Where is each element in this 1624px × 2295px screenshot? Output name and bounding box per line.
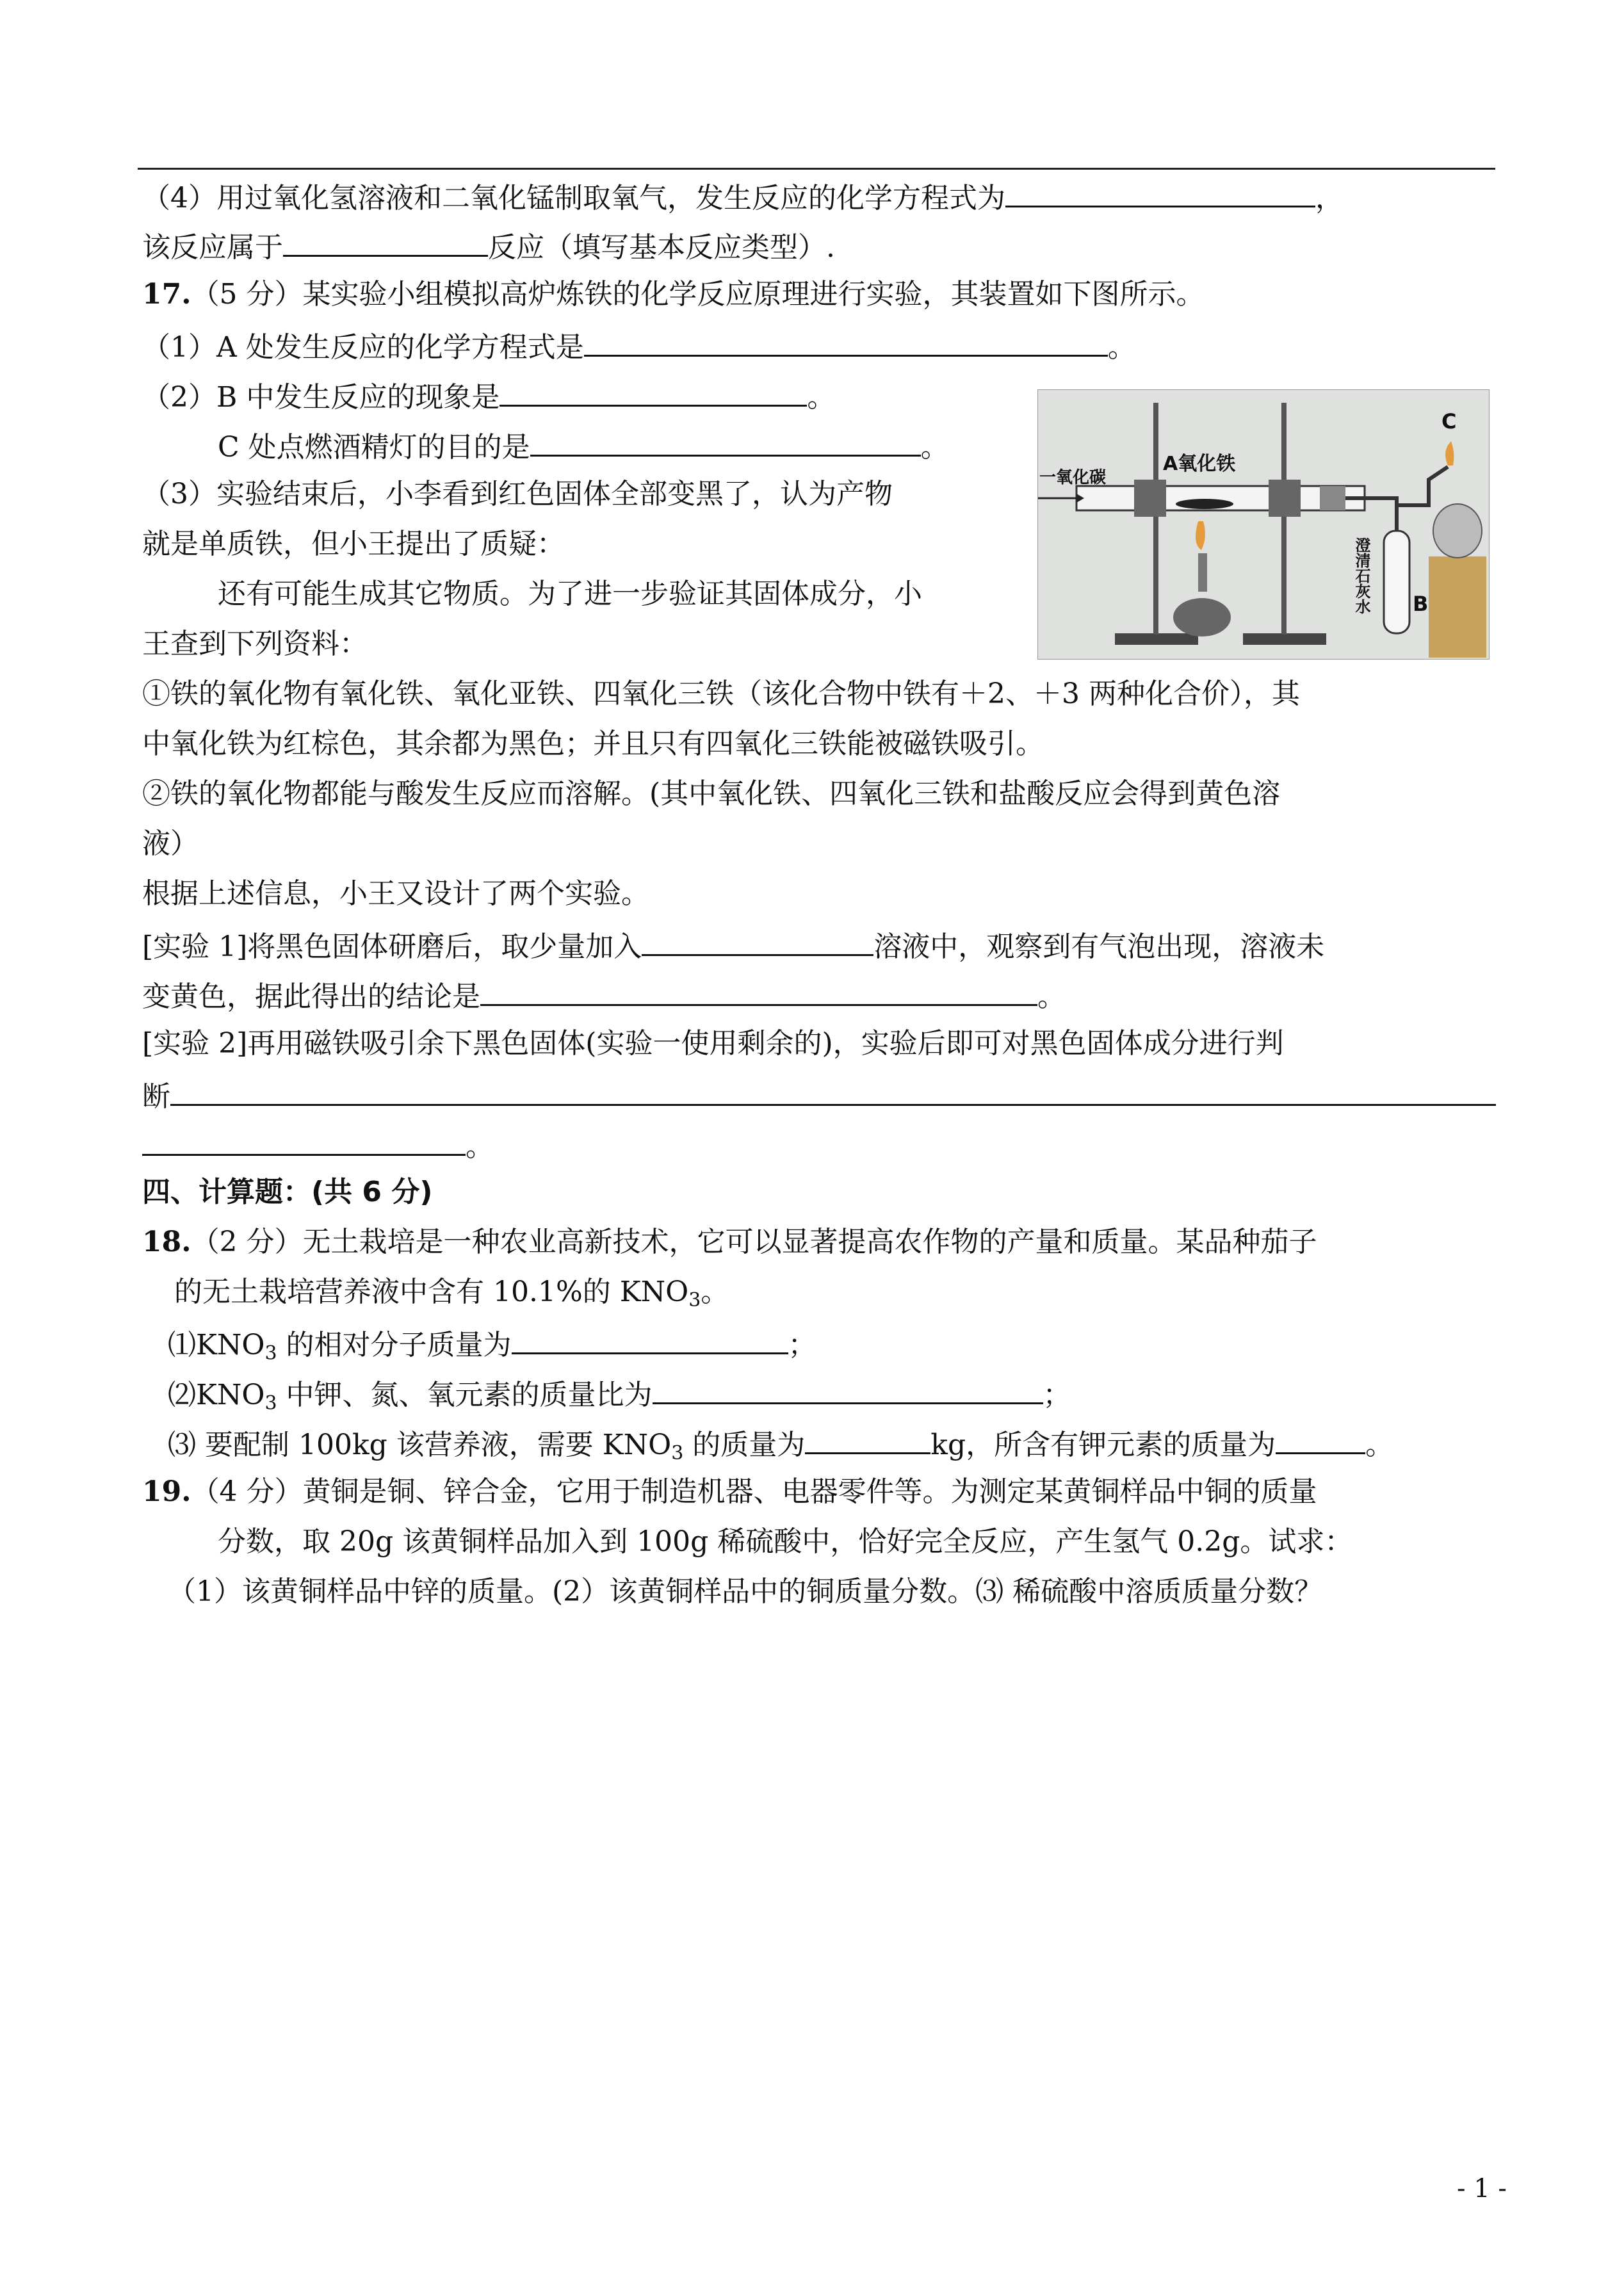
label-c: C (1441, 409, 1457, 434)
q17-design: 根据上述信息，小王又设计了两个实验。 (142, 877, 649, 910)
limewater-label: 澄清石灰水 (1352, 537, 1370, 614)
q18-line2: 的无土栽培营养液中含有 10.1%的 $KNO_3$。 (174, 1276, 729, 1311)
q17-part1: （1）A 处发生反应的化学方程式是 。 (142, 325, 1136, 367)
section-title: 四、计算题：(共 6 分) (142, 1176, 433, 1208)
q17-info2-line2: 液） (142, 827, 199, 860)
q17-part3-line4: 王查到下列资料： (142, 628, 368, 660)
q17-exp1-line2: 变黄色，据此得出的结论是 。 (142, 975, 1066, 1016)
q19-line3: （1）该黄铜样品中锌的质量。(2）该黄铜样品中的铜质量分数。⑶ 稀硫酸中溶质质量分数？ (168, 1575, 1323, 1608)
answer-blank[interactable] (642, 925, 873, 956)
q17-exp2-line2: 断 (142, 1075, 1496, 1116)
answer-blank[interactable] (653, 1373, 1043, 1404)
q17-exp2-line3: 。 (142, 1124, 494, 1166)
q17-part2: （2）B 中发生反应的现象是 。 (142, 375, 835, 417)
answer-blank[interactable] (1276, 1423, 1365, 1454)
page-number: - 1 - (1457, 2174, 1507, 2203)
q18-sub3: ⑶ 要配制 100kg 该营养液，需要 $KNO_3$ 的质量为 kg，所含有钾元素的质量为 。 (168, 1423, 1393, 1464)
q18-sub1: $⑴KNO_3$ 的相对分子质量为 ； (168, 1323, 816, 1365)
carbon-monoxide-label: 一氧化碳 (1039, 468, 1107, 487)
q19-line2: 分数，取 20g 该黄铜样品加入到 100g 稀硫酸中，恰好完全反应，产生氢气 0.2g。试求： (218, 1525, 1353, 1558)
q17-info1-line2: 中氧化铁为红棕色，其余都为黑色；并且只有四氧化三铁能被磁铁吸引。 (142, 727, 1044, 760)
iron-oxide-label: A氧化铁 (1163, 453, 1236, 475)
header-rule (138, 168, 1495, 170)
answer-blank[interactable] (584, 325, 1108, 357)
label-b: B (1413, 592, 1429, 616)
q17-exp1-line1: [实验 1]将黑色固体研磨后，取少量加入 溶液中，观察到有气泡出现，溶液未 (142, 925, 1324, 966)
q18-line1: 18.（2 分）无土栽培是一种农业高新技术，它可以显著提高农作物的产量和质量。某品种茄子 (142, 1226, 1317, 1258)
answer-blank[interactable] (142, 1124, 466, 1156)
apparatus-figure (1037, 389, 1490, 660)
q17-part2-c: C 处点燃酒精灯的目的是 。 (218, 425, 949, 467)
answer-blank[interactable] (480, 975, 1037, 1006)
q17-part3-line3: 还有可能生成其它物质。为了进一步验证其固体成分，小 (218, 578, 922, 610)
answer-blank[interactable] (499, 375, 807, 407)
q16-part4-line1: （4）用过氧化氢溶液和二氧化锰制取氧气，发生反应的化学方程式为 ， (142, 176, 1344, 218)
q17-info1-line1: ①铁的氧化物有氧化铁、氧化亚铁、四氧化三铁（该化合物中铁有＋2、＋3 两种化合价），其 (142, 677, 1300, 710)
q17-exp2-line1: [实验 2]再用磁铁吸引余下黑色固体(实验一使用剩余的)，实验后即可对黑色固体成分进行判 (142, 1027, 1284, 1060)
q17-part3-line1: （3）实验结束后，小李看到红色固体全部变黑了，认为产物 (142, 478, 893, 510)
apparatus-diagram (1038, 390, 1489, 659)
answer-blank[interactable] (512, 1323, 788, 1354)
q17-intro: 17.（5 分）某实验小组模拟高炉炼铁的化学反应原理进行实验，其装置如下图所示。 (142, 278, 1205, 311)
q19-line1: 19.（4 分）黄铜是铜、锌合金，它用于制造机器、电器零件等。为测定某黄铜样品中铜的质量 (142, 1475, 1317, 1508)
answer-blank[interactable] (170, 1075, 1496, 1106)
answer-blank[interactable] (530, 425, 921, 457)
q17-part3-line2: 就是单质铁，但小王提出了质疑： (142, 528, 565, 560)
q18-sub2: $⑵KNO_3$ 中钾、氮、氧元素的质量比为 ； (168, 1373, 1071, 1415)
answer-blank[interactable] (1005, 176, 1315, 207)
q17-info2-line1: ②铁的氧化物都能与酸发生反应而溶解。(其中氧化铁、四氧化三铁和盐酸反应会得到黄色溶 (142, 777, 1281, 810)
answer-blank[interactable] (805, 1423, 930, 1454)
answer-blank[interactable] (283, 225, 488, 257)
q16-part4-line2: 该反应属于 反应（填写基本反应类型）. (142, 225, 835, 267)
